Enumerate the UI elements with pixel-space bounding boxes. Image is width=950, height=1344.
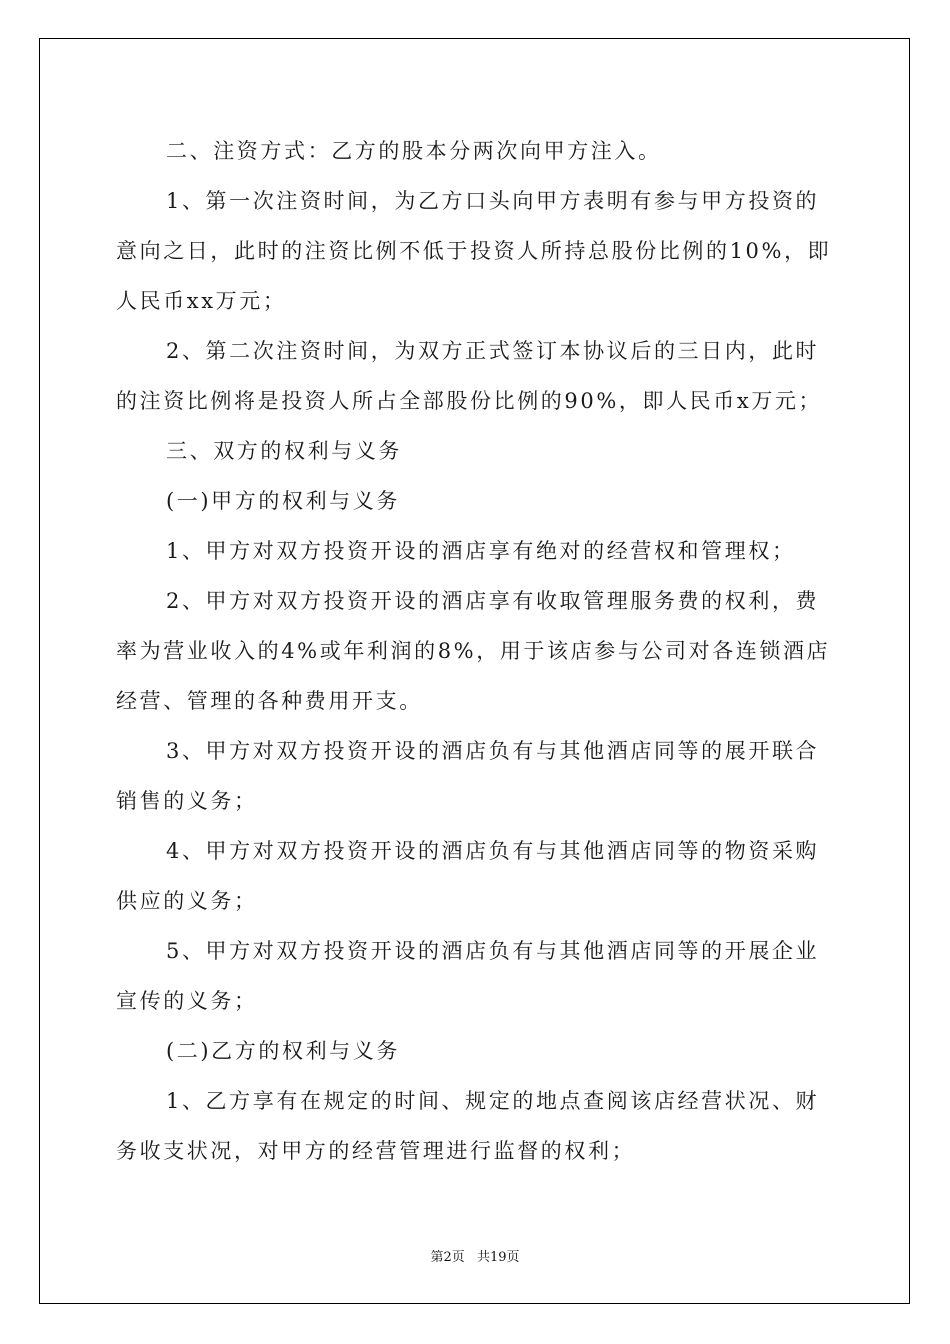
paragraph: 2、第二次注资时间，为双方正式签订本协议后的三日内，此时的注资比例将是投资人所占全部股份比例的90%，即人民币x万元； (116, 339, 823, 413)
page-number: 第2页 (430, 1250, 465, 1265)
page-total: 共19页 (476, 1250, 520, 1265)
page-footer (0, 1246, 950, 1265)
paragraph: 1、第一次注资时间，为乙方口头向甲方表明有参与甲方投资的意向之日，此时的注资比例不低于投资人所持总股份比例的10%，即人民币xx万元； (116, 189, 832, 313)
paragraph: 2、甲方对双方投资开设的酒店享有收取管理服务费的权利，费率为营业收入的4%或年利润的8%，用于该店参与公司对各连锁酒店经营、管理的各种费用开支。 (116, 589, 831, 713)
paragraph: 二、注资方式：乙方的股本分两次向甲方注入。 (166, 139, 662, 163)
paragraph: 1、乙方享有在规定的时间、规定的地点查阅该店经营状况、财务收支状况，对甲方的经营管理进行监督的权利； (116, 1089, 820, 1163)
paragraph: 3、甲方对双方投资开设的酒店负有与其他酒店同等的展开联合销售的义务； (116, 739, 820, 813)
paragraph: (二)乙方的权利与义务 (166, 1039, 400, 1063)
document-body (116, 126, 836, 1176)
paragraph: 5、甲方对双方投资开设的酒店负有与其他酒店同等的开展企业宣传的义务； (116, 939, 820, 1013)
paragraph: (一)甲方的权利与义务 (166, 489, 400, 513)
paragraph: 4、甲方对双方投资开设的酒店负有与其他酒店同等的物资采购供应的义务； (116, 839, 820, 913)
paragraph: 1、甲方对双方投资开设的酒店享有绝对的经营权和管理权； (166, 539, 796, 563)
paragraph: 三、双方的权利与义务 (166, 439, 402, 463)
